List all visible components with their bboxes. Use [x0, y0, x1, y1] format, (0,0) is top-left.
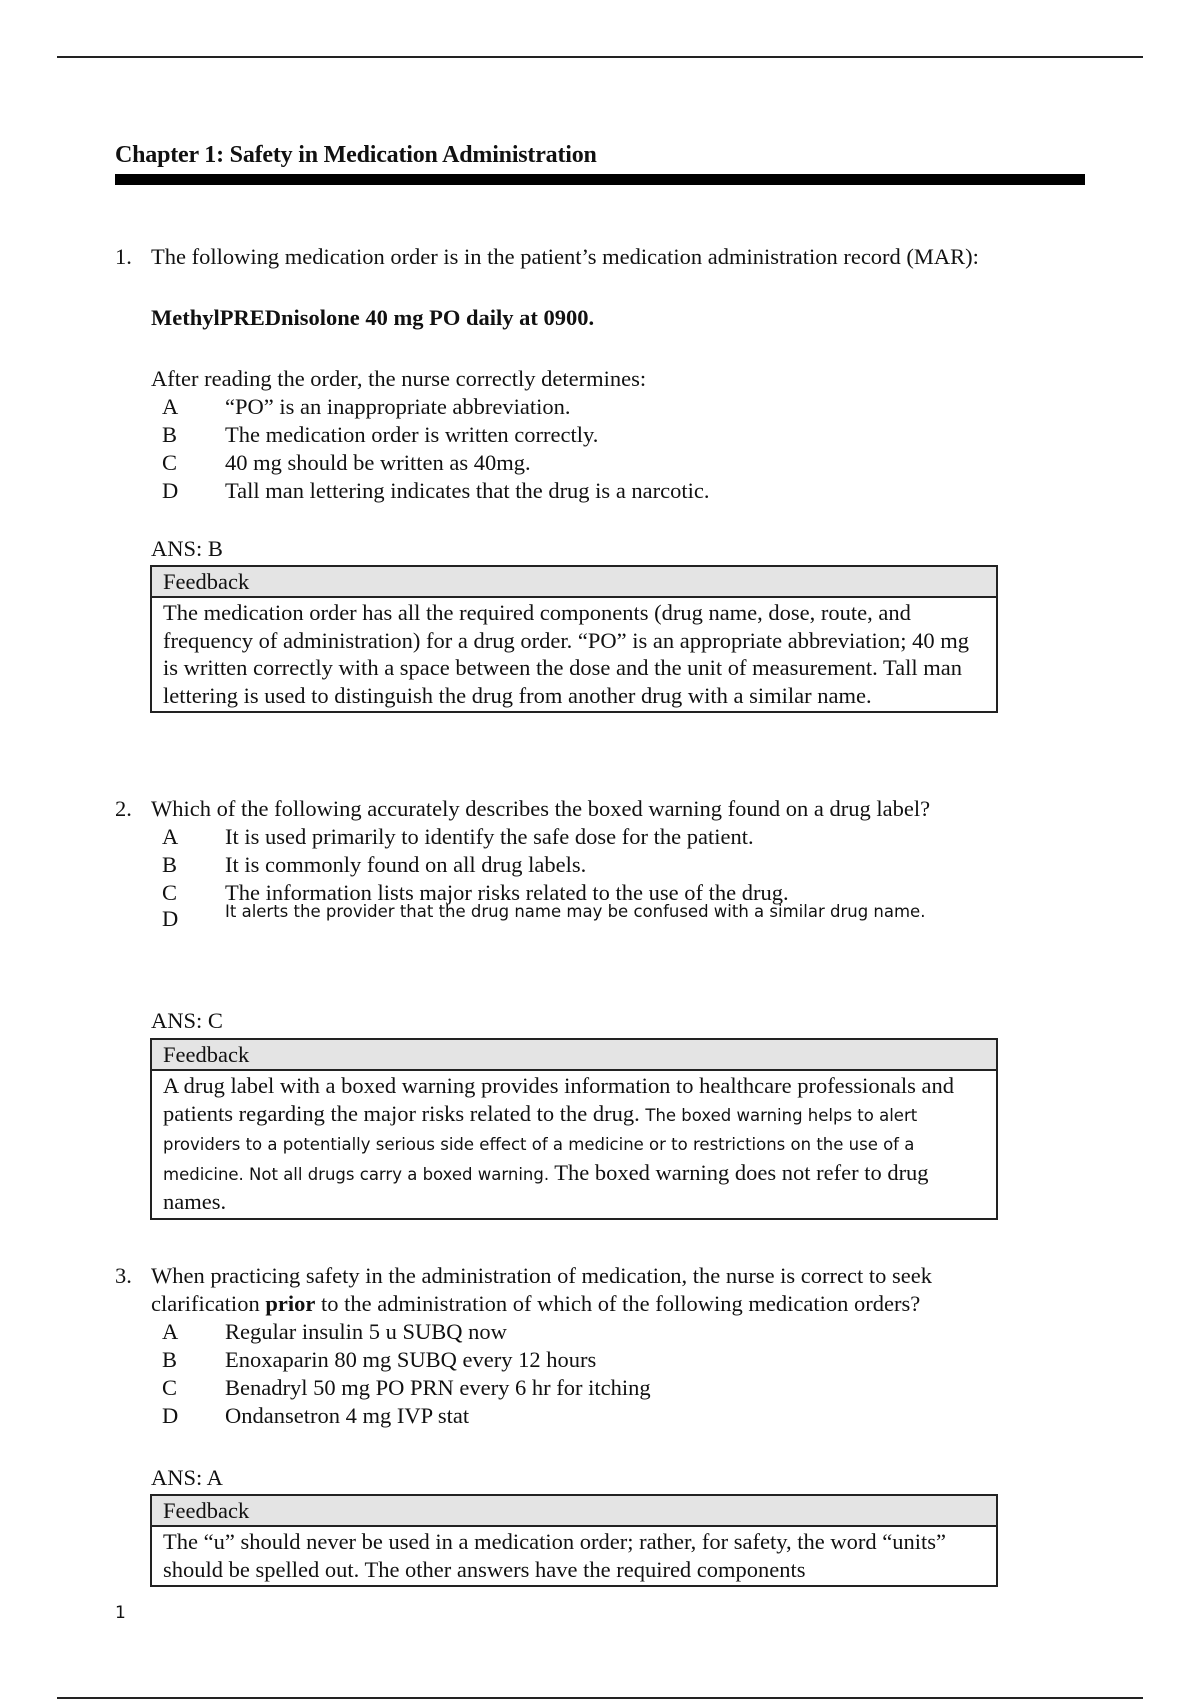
option-text: It is commonly found on all drug labels.	[225, 852, 587, 877]
feedback-label: Feedback	[152, 567, 996, 598]
option-letter: A	[162, 824, 179, 849]
option-text: The information lists major risks related to the use of the drug.	[225, 880, 789, 905]
option-text: “PO” is an inappropriate abbreviation.	[225, 394, 571, 419]
option-letter: B	[162, 1347, 178, 1372]
feedback-label: Feedback	[152, 1496, 996, 1527]
question-3	[115, 1262, 1045, 1430]
option-letter: D	[162, 906, 179, 931]
option-a[interactable]	[115, 393, 1045, 421]
option-letter: C	[162, 880, 178, 905]
option-text: Enoxaparin 80 mg SUBQ every 12 hours	[225, 1347, 597, 1372]
question-stem: Which of the following accurately describes the boxed warning found on a drug label?	[151, 796, 931, 821]
option-b[interactable]	[115, 1346, 1045, 1374]
feedback-text-part: The boxed warning helps to alert providers to a potentially serious side effect of a medicine or to restrictions on the use of a medicine. Not all drugs carry a boxed warning.	[163, 1105, 918, 1184]
question-lead: After reading the order, the nurse correctly determines:	[151, 366, 647, 391]
option-text: The medication order is written correctly.	[225, 422, 599, 447]
option-b[interactable]	[115, 851, 1045, 879]
option-text: It is used primarily to identify the safe dose for the patient.	[225, 824, 754, 849]
option-text: Regular insulin 5 u SUBQ now	[225, 1319, 507, 1344]
question-number: 1.	[115, 244, 132, 269]
question-number: 2.	[115, 796, 132, 821]
option-letter: C	[162, 1375, 178, 1400]
feedback-label: Feedback	[152, 1040, 996, 1071]
option-c[interactable]	[115, 1374, 1045, 1402]
option-letter: C	[162, 450, 178, 475]
option-text: Ondansetron 4 mg IVP stat	[225, 1403, 470, 1428]
feedback-text-part: The boxed warning does not refer to drug names.	[163, 1159, 929, 1214]
question-stem	[151, 1262, 1045, 1318]
footer-rule	[57, 1697, 1143, 1699]
option-letter: D	[162, 1403, 179, 1428]
option-a[interactable]	[115, 823, 1045, 851]
feedback-box-1	[150, 565, 998, 713]
question-stem-emphasis: prior	[265, 1291, 316, 1316]
feedback-box-2	[150, 1038, 998, 1220]
question-stem-part: When practicing safety in the administration of medication, the nurse is correct to seek clarification	[151, 1263, 932, 1316]
question-1	[115, 243, 1045, 505]
chapter-title: Chapter 1: Safety in Medication Administration	[115, 142, 597, 168]
question-2	[115, 795, 1045, 957]
option-a[interactable]	[115, 1318, 1045, 1346]
option-d[interactable]	[115, 902, 1045, 957]
option-letter: B	[162, 422, 178, 447]
option-text: 40 mg should be written as 40mg.	[225, 450, 531, 475]
option-d[interactable]	[115, 477, 1045, 505]
page-number: 1	[115, 1603, 126, 1623]
question-stem-part: to the administration of which of the following medication orders?	[320, 1291, 921, 1316]
question-number: 3.	[115, 1263, 132, 1288]
feedback-text: The “u” should never be used in a medication order; rather, for safety, the word “units” should be spelled out. The other answers have the required components	[163, 1529, 946, 1582]
answer-2: ANS: C	[151, 1008, 223, 1033]
option-letter: D	[162, 478, 179, 503]
question-stem: The following medication order is in the patient’s medication administration record (MAR):	[151, 244, 979, 269]
option-d[interactable]	[115, 1402, 1045, 1430]
chapter-title-bar	[115, 174, 1085, 185]
option-text: It alerts the provider that the drug name may be confused with a similar drug name.	[225, 902, 926, 921]
option-c[interactable]	[115, 449, 1045, 477]
option-text: Tall man lettering indicates that the drug is a narcotic.	[225, 478, 710, 503]
feedback-text: The medication order has all the required components (drug name, dose, route, and frequency of administration) for a drug order. “PO” is an appropriate abbreviation; 40 mg is written correctly with a space between the dose and the unit of measurement. Tall man lettering is used to distinguish the drug from another drug with a similar name.	[163, 600, 969, 708]
medication-order: MethylPREDnisolone 40 mg PO daily at 0900.	[151, 305, 595, 330]
option-b[interactable]	[115, 421, 1045, 449]
feedback-box-3	[150, 1494, 998, 1587]
option-text: Benadryl 50 mg PO PRN every 6 hr for itching	[225, 1375, 651, 1400]
option-letter: B	[162, 852, 178, 877]
answer-3: ANS: A	[151, 1465, 223, 1490]
answer-1: ANS: B	[151, 536, 223, 561]
option-letter: A	[162, 1319, 179, 1344]
feedback-text	[152, 1071, 996, 1218]
header-rule	[57, 56, 1143, 58]
feedback-text-part: A drug label with a boxed warning provides information to healthcare professionals and patients regarding the major risks related to the drug.	[163, 1073, 955, 1126]
option-letter: A	[162, 394, 179, 419]
